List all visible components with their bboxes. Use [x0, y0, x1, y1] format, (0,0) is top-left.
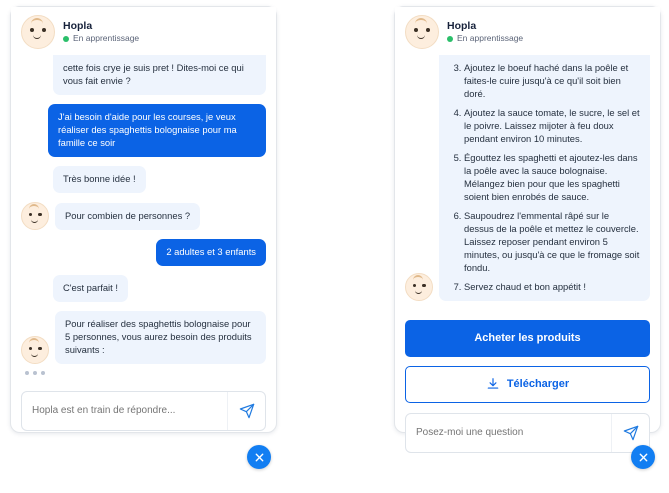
recipe-step: 5. Égouttez les spaghetti et ajoutez-les dans la poêle avec la sauce bolognaise. Mélangez bien pour que les spaghetti soient bien enrobés de sauce. — [464, 152, 640, 204]
send-button[interactable] — [227, 392, 265, 430]
chat-header-left — [11, 7, 276, 55]
message-input[interactable] — [22, 405, 227, 416]
message-row — [21, 311, 266, 364]
recipe-step: 3. Ajoutez le boeuf haché dans la poêle et faites-le cuire jusqu'à ce qu'il soit bien doré. — [464, 62, 640, 101]
message-row — [21, 166, 266, 193]
bot-message-bubble: Très bonne idée ! — [53, 166, 146, 193]
bot-status — [447, 34, 523, 43]
bot-avatar — [405, 15, 439, 49]
bot-message-bubble: C'est parfait ! — [53, 275, 128, 302]
bot-message-bubble: Pour réaliser des spaghettis bolognaise pour 5 personnes, vous aurez besoin des produits suivants : — [55, 311, 266, 364]
header-text — [63, 21, 139, 44]
bot-status-label: En apprentissage — [73, 33, 140, 44]
message-row — [21, 202, 266, 230]
message-row — [21, 55, 266, 95]
message-row — [21, 239, 266, 266]
bot-message-bubble: cette fois crye je suis pret ! Dites-moi ce qui vous fait envie ? — [53, 55, 266, 95]
user-message-bubble: J'ai besoin d'aide pour les courses, je veux réaliser des spaghettis bolognaise pour ma famille ce soir — [48, 104, 266, 157]
bot-name: Hopla — [447, 19, 477, 32]
bot-name: Hopla — [63, 19, 93, 32]
status-dot-icon — [447, 36, 453, 42]
message-row — [21, 104, 266, 157]
chat-window-right — [394, 6, 661, 433]
recipe-step-list — [449, 62, 640, 294]
close-chat-button-right[interactable] — [631, 445, 655, 469]
header-text — [447, 21, 523, 44]
close-chat-button-left[interactable] — [247, 445, 271, 469]
message-input[interactable] — [406, 427, 611, 438]
chat-header-right — [395, 7, 660, 55]
bot-avatar — [21, 15, 55, 49]
recipe-step: 4. Ajoutez la sauce tomate, le sucre, le sel et le poivre. Laissez mijoter à feu doux pendant environ 10 minutes. — [464, 107, 640, 146]
composer-right[interactable] — [405, 413, 650, 453]
chat-window-left — [10, 6, 277, 433]
message-list-right[interactable] — [395, 55, 660, 316]
recipe-step: 6. Saupoudrez l'emmental râpé sur le dessus de la poêle et mettez le couvercle. Laissez reposer pendant environ 5 minutes, ou jusqu'à ce que le fromage soit fondu. — [464, 210, 640, 275]
message-row — [405, 55, 650, 301]
message-row — [21, 275, 266, 302]
close-icon — [638, 452, 649, 463]
typing-indicator — [21, 371, 266, 375]
send-icon — [623, 425, 639, 441]
download-icon — [486, 377, 500, 391]
recipe-message-bubble — [439, 55, 650, 301]
status-dot-icon — [63, 36, 69, 42]
bot-status — [63, 34, 139, 43]
recipe-step: 7. Servez chaud et bon appétit ! — [464, 281, 640, 294]
bot-avatar — [21, 336, 49, 364]
message-list-left[interactable] — [11, 55, 276, 381]
bot-message-bubble: Pour combien de personnes ? — [55, 203, 200, 230]
download-label: Télécharger — [506, 378, 570, 390]
download-button[interactable] — [405, 366, 650, 403]
cta-stack — [395, 316, 660, 403]
user-message-bubble: 2 adultes et 3 enfants — [156, 239, 266, 266]
bot-avatar — [405, 273, 433, 301]
composer-left[interactable] — [21, 391, 266, 431]
bot-status-label: En apprentissage — [457, 33, 524, 44]
close-icon — [254, 452, 265, 463]
send-icon — [239, 403, 255, 419]
buy-products-button[interactable]: Acheter les produits — [405, 320, 650, 357]
bot-avatar — [21, 202, 49, 230]
